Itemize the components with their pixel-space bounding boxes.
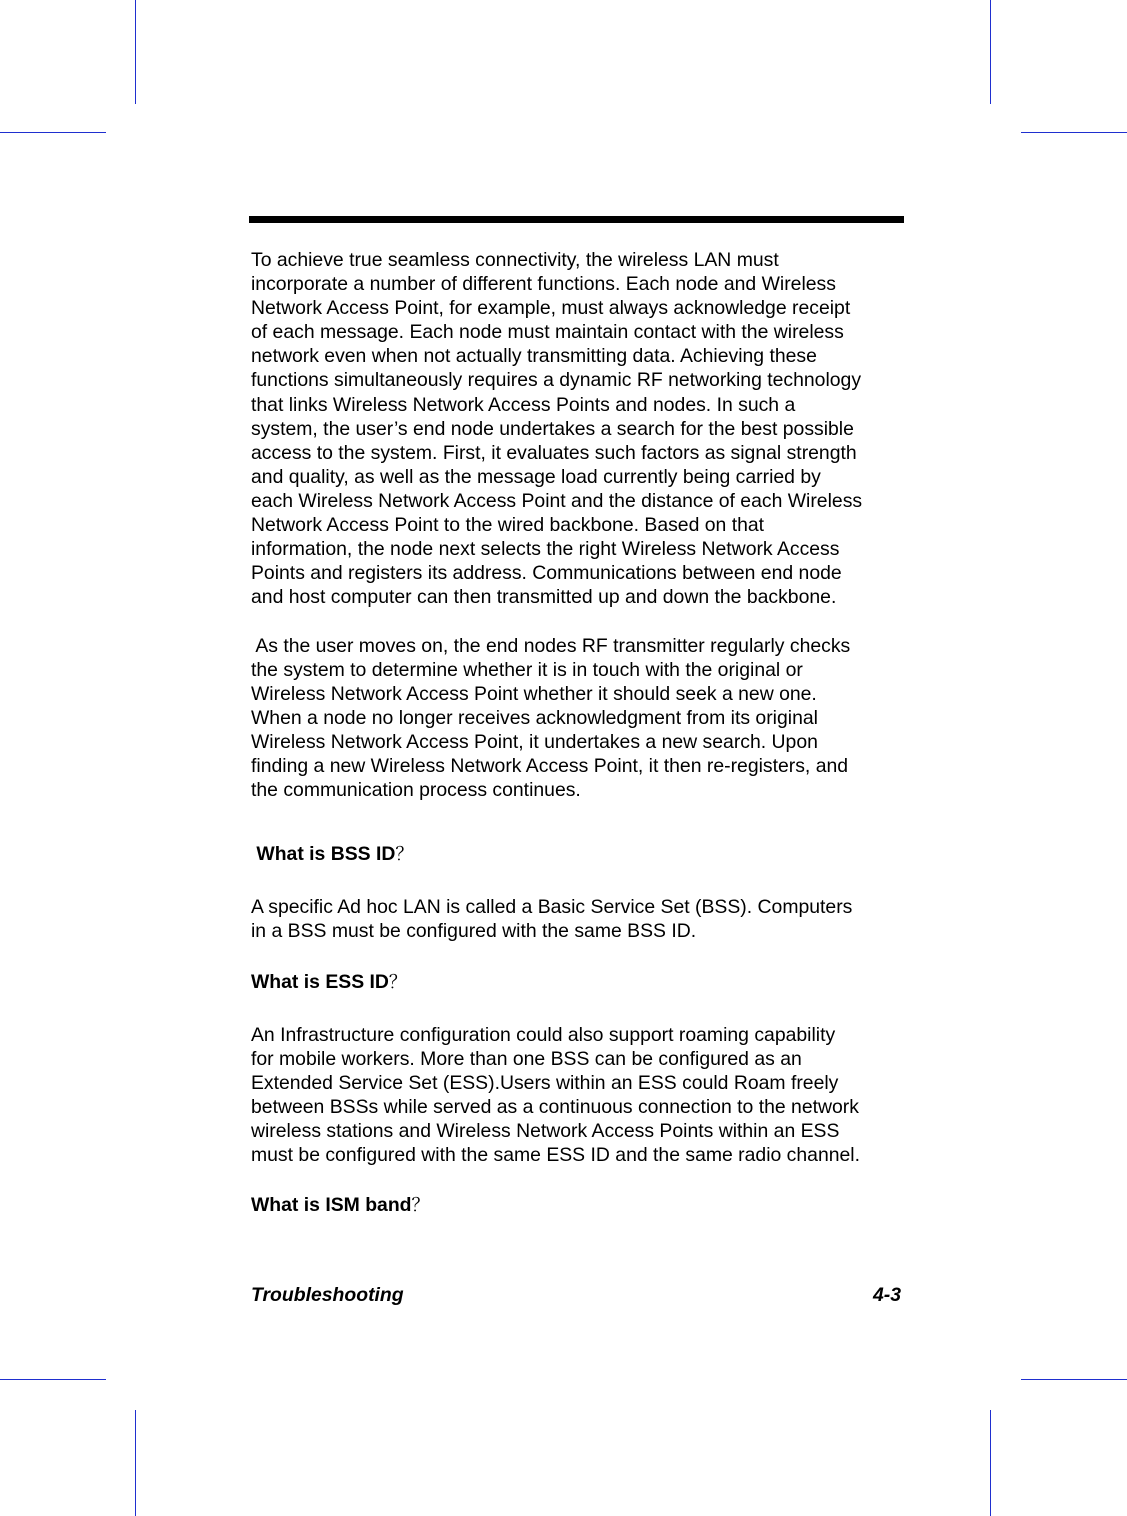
heading-ism-band <box>251 1193 906 1218</box>
text-line: each Wireless Network Access Point and the distance of each Wireless <box>251 489 863 512</box>
crop-mark-top-left-vertical <box>135 0 136 104</box>
crop-mark-top-left-horizontal <box>0 132 106 133</box>
footer-page-number: 4-3 <box>872 1284 901 1306</box>
paragraph-connectivity <box>251 248 906 609</box>
text-line: the communication process continues. <box>251 779 581 802</box>
text-line: between BSSs while served as a continuous connection to the network <box>251 1095 859 1118</box>
question-mark: ？ <box>388 971 407 993</box>
text-line: network even when not actually transmitting data. Achieving these <box>251 345 817 368</box>
text-line: information, the node next selects the right Wireless Network Access <box>251 538 840 561</box>
page-footer <box>251 1284 901 1307</box>
crop-mark-bottom-left-vertical <box>135 1410 136 1516</box>
crop-mark-top-right-vertical <box>990 0 991 104</box>
text-line: that links Wireless Network Access Points and nodes. In such a <box>251 393 796 416</box>
text-line: must be configured with the same ESS ID and the same radio channel. <box>251 1144 860 1167</box>
crop-mark-top-right-horizontal <box>1021 132 1127 133</box>
text-line: To achieve true seamless connectivity, the wireless LAN must <box>251 249 779 271</box>
text-line: finding a new Wireless Network Access Point, it then re-registers, and <box>251 754 849 777</box>
text-line: the system to determine whether it is in touch with the original or <box>251 658 803 681</box>
text-line: Wireless Network Access Point, it undertakes a new search. Upon <box>251 730 818 753</box>
footer-section-title: Troubleshooting <box>251 1284 404 1306</box>
text-line: As the user moves on, the end nodes RF transmitter regularly checks <box>251 634 851 657</box>
text-line: of each message. Each node must maintain contact with the wireless <box>251 321 844 344</box>
text-line: system, the user’s end node undertakes a search for the best possible <box>251 417 854 440</box>
crop-mark-bottom-right-horizontal <box>1021 1379 1127 1380</box>
text-line: in a BSS must be configured with the same BSS ID. <box>251 920 697 943</box>
heading-ess-id <box>251 970 906 995</box>
text-line: and quality, as well as the message load currently being carried by <box>251 465 821 488</box>
heading-bss-id <box>251 842 906 867</box>
text-line: Points and registers its address. Communications between end node <box>251 562 842 585</box>
heading-bss-id-text: What is BSS ID <box>251 843 396 866</box>
heading-ism-band-text: What is ISM band <box>251 1194 412 1217</box>
text-line: An Infrastructure configuration could also support roaming capability <box>251 1023 836 1046</box>
paragraph-bss <box>251 895 906 943</box>
text-line: When a node no longer receives acknowledgment from its original <box>251 706 818 729</box>
text-line: incorporate a number of different functions. Each node and Wireless <box>251 273 836 296</box>
crop-mark-bottom-left-horizontal <box>0 1379 106 1380</box>
text-line: Network Access Point to the wired backbone. Based on that <box>251 514 765 537</box>
text-line: Extended Service Set (ESS).Users within an ESS could Roam freely <box>251 1071 839 1094</box>
text-line: and host computer can then transmitted up and down the backbone. <box>251 586 837 609</box>
text-line: access to the system. First, it evaluates such factors as signal strength <box>251 441 857 464</box>
question-mark: ？ <box>395 844 414 866</box>
paragraph-ess <box>251 1023 906 1168</box>
text-line: Network Access Point, for example, must always acknowledge receipt <box>251 297 851 320</box>
text-line: for mobile workers. More than one BSS can be configured as an <box>251 1047 802 1070</box>
page-body <box>251 248 906 1218</box>
text-line: wireless stations and Wireless Network Access Points within an ESS <box>251 1120 840 1142</box>
paragraph-roaming <box>251 634 906 803</box>
text-line: Wireless Network Access Point whether it should seek a new one. <box>251 682 817 705</box>
header-rule <box>249 216 904 223</box>
text-line: functions simultaneously requires a dynamic RF networking technology <box>251 369 862 392</box>
heading-ess-id-text: What is ESS ID <box>251 970 389 993</box>
question-mark: ？ <box>411 1195 430 1217</box>
text-line: A specific Ad hoc LAN is called a Basic Service Set (BSS). Computers <box>251 896 853 919</box>
crop-mark-bottom-right-vertical <box>990 1410 991 1516</box>
